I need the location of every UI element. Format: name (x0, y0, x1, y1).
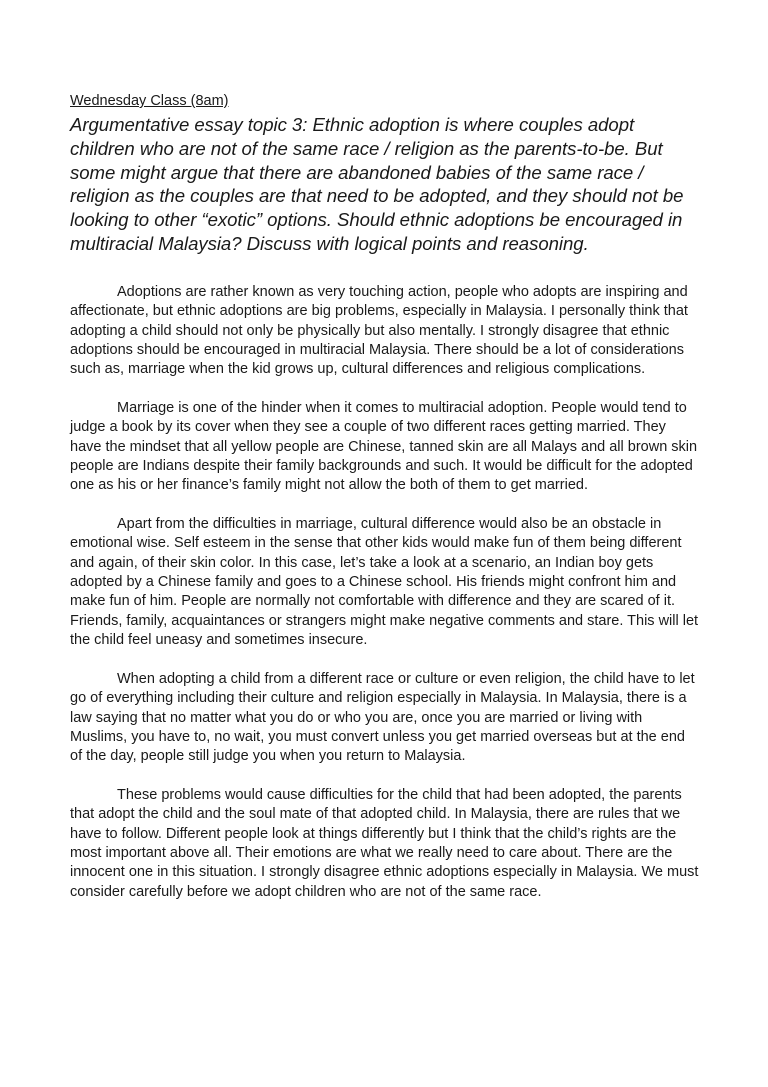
document-page (70, 92, 700, 921)
paragraph-religion: When adopting a child from a different race or culture or even religion, the child have to let go of everything including their culture and religion especially in Malaysia. In Malaysia, there is a law saying that no matter what you do or who you are, once you are married or living with Muslims, you have to, no wait, you must convert unless you get married overseas but at the end of the day, people still judge you when you return to Malaysia. (70, 670, 695, 765)
class-label: Wednesday Class (8am) (70, 93, 229, 109)
essay-topic: Argumentative essay topic 3: Ethnic adoption is where couples adopt children who are not of the same race / religion as the parents-to-be. But some might argue that there are abandoned babies of the same race / religion as the couples are that need to be adopted, and they should not be looking to other “exotic” options. Should ethnic adoptions be encouraged in multiracial Malaysia? Discuss with logical points and reasoning. (70, 114, 684, 254)
paragraph-marriage: Marriage is one of the hinder when it comes to multiracial adoption. People would tend to judge a book by its cover when they see a couple of two different races getting married. They have the mindset that all yellow people are Chinese, tanned skin are all Malays and all brown skin people are Indians despite their family backgrounds and such. It would be difficult for the adopted one as his or her finance’s family might not allow the both of them to get married. (70, 399, 698, 494)
paragraph-intro: Adoptions are rather known as very touching action, people who adopts are inspiring and affectionate, but ethnic adoptions are big problems, especially in Malaysia. I personally think that adopting a child should not only be physically but also mentally. I strongly disagree that ethnic adoptions should be encouraged in multiracial Malaysia. There should be a lot of considerations such as, marriage when the kid grows up, cultural differences and religious complications. (70, 283, 688, 378)
paragraph-conclusion: These problems would cause difficulties for the child that had been adopted, the parents that adopt the child and the soul mate of that adopted child. In Malaysia, there are rules that we have to follow. Different people look at things differently but I think that the child’s rights are the most important above all. Their emotions are what we really need to care about. There are the innocent one in this situation. I strongly disagree ethnic adoptions especially in Malaysia. We must consider carefully before we adopt children who are not of the same race. (70, 786, 699, 900)
paragraph-cultural-difference: Apart from the difficulties in marriage, cultural difference would also be an obstacle in emotional wise. Self esteem in the sense that other kids would make fun of them being different and again, of their skin color. In this case, let’s take a look at a scenario, an Indian boy gets adopted by a Chinese family and goes to a Chinese school. His friends might confront him and make fun of him. People are normally not comfortable with difference and they are scared of it. Friends, family, acquaintances or strangers might make negative comments and stare. This will let the child feel uneasy and sometimes insecure. (70, 515, 699, 649)
